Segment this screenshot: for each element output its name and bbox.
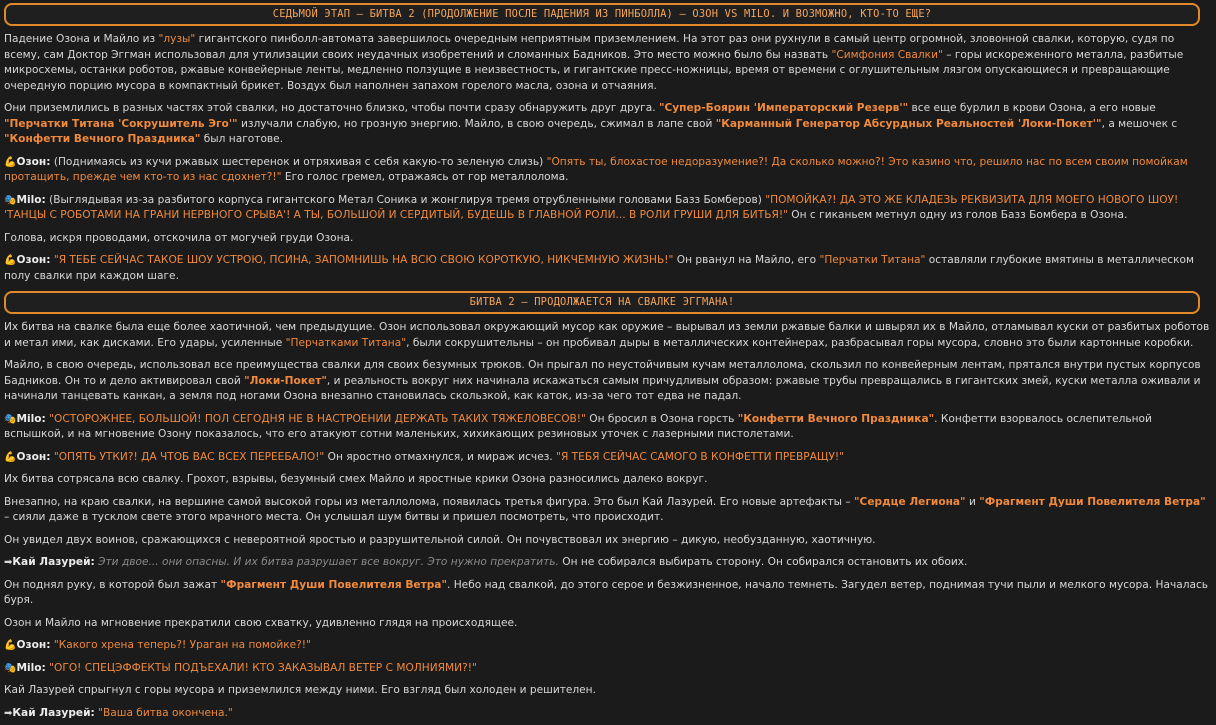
dialogue-line: 🎭Milo: "ОГО! СПЕЦЭФФЕКТЫ ПОДЪЕХАЛИ! КТО ЗАКАЗЫВАЛ ВЕТЕР С МОЛНИЯМИ?!" (4, 661, 477, 674)
flexed-biceps-icon: 💪 (4, 640, 17, 651)
flexed-biceps-icon: 💪 (4, 451, 17, 463)
flexed-biceps-icon: 💪 (4, 255, 17, 266)
arrow-right-icon: ➡ (4, 707, 13, 719)
dialogue-line: 🎭Milo: (Выглядывая из-за разбитого корпуса гигантского Метал Соника и жонглируя тремя отрубленными головами Базз Бомберов) "ПОМОЙКА?! ДА ЭТО ЖЕ КЛАДЕЗЬ РЕКВИЗИТА ДЛЯ МОЕГО НОВОГО ШОУ! 'ТАНЦЫ С РОБОТАМИ НА ГРАНИ НЕРВНОГО СРЫВА'! А ТЫ, БОЛЬШОЙ И СЕРДИТЫЙ, БУДЕШЬ В ГЛАВНОЙ РОЛИ... В РОЛИ ГРУШИ ДЛЯ БИТЬЯ!" Он с гиканьем метнул одну из голов Базз Бомбера в Озона. (4, 193, 1179, 221)
paragraph: Майло, в свою очередь, использовал все преимущества свалки для своих безумных трюков. Он прыгал по неустойчивым кучам металлолома, скользил по конвейерным лентам, прятался внутри пустых корпусов Бадников. Он то и дело активировал свой "Локи-Покет", и реальность вокруг них начинала искажаться самым причудливым образом: ржавые трубы превращались в гигантских змей, куски металла оживали и начинали танцевать канкан, а земля под ногами Озона внезапно становилась скользкой, как каток, из-за чего тот едва не падал. (4, 359, 1201, 402)
paragraph: Падение Озона и Майло из "лузы" гигантского пинболл-автомата завершилось очередным неприятным приземлением. На этот раз они рухнули в самый центр огромной, зловонной свалки, которую, судя по всему, сам Доктор Эггман использовал для утилизации своих неудачных изобретений и сломанных Бадников. Это место можно было бы назвать "Симфония Свалки" – горы искореженного металла, разбитые микросхемы, останки роботов, ржавые конвейерные ленты, медленно ползущие в неизвестность, и гигантские пресс-ножницы, время от времени с оглушительным лязгом опускающиеся и превращающие очередную порцию мусора в компактный брикет. Воздух был наполнен запахом горелого масла, озона и отчаяния. (4, 33, 1184, 92)
dialogue-line: 💪Озон: (Поднимаясь из кучи ржавых шестеренок и отряхивая с себя какую-то зеленую слизь) "Опять ты, блохастое недоразумение?! Да сколько можно?! Это казино что, решило нас по всем своим помойкам протащить, прежде чем кто-то из нас сдохнет?!" Его голос гремел, отражаясь от гор металлолома. (4, 155, 1188, 183)
stage-banner: СЕДЬМОЙ ЭТАП – БИТВА 2 (ПРОДОЛЖЕНИЕ ПОСЛЕ ПАДЕНИЯ ИЗ ПИНБОЛЛА) – ОЗОН VS MILO. И ВОЗМОЖНО, КТО-ТО ЕЩЕ? (4, 3, 1200, 26)
masks-icon: 🎭 (4, 413, 17, 425)
paragraph: Кай Лазурей спрыгнул с горы мусора и приземлился между ними. Его взгляд был холоден и решителен. (4, 684, 596, 696)
paragraph: Внезапно, на краю свалки, на вершине самой высокой горы из металлолома, появилась третья фигура. Это был Кай Лазурей. Его новые артефакты – "Сердце Легиона" и "Фрагмент Души Повелителя Ветра" – сияли даже в тусклом свете этого мрачного места. Он услышал шум битвы и пришел посмотреть, что происходит. (4, 495, 1206, 523)
dialogue-line: ➡Кай Лазурей: Эти двое... они опасны. И их битва разрушает все вокруг. Это нужно прекратить. Он не собирался выбирать сторону. Он собирался остановить их обоих. (4, 556, 968, 568)
arrow-right-icon: ➡ (4, 557, 13, 568)
flexed-biceps-icon: 💪 (4, 156, 17, 168)
paragraph: Их битва на свалке была еще более хаотичной, чем предыдущие. Озон использовал окружающий мусор как оружие – вырывал из земли ржавые балки и швырял их в Майло, отламывал куски от разбитых роботов и метал ими, как дисками. Его удары, усиленные "Перчатками Титана", были сокрушительны – он пробивал дыры в металлических контейнерах, разбрасывал горы мусора, словно это были картонные коробки. (4, 321, 1210, 349)
dialogue-line: 🎭Milo: "ОСТОРОЖНЕЕ, БОЛЬШОЙ! ПОЛ СЕГОДНЯ НЕ В НАСТРОЕНИИ ДЕРЖАТЬ ТАКИХ ТЯЖЕЛОВЕСОВ!" Он бросил в Озона горсть "Конфетти Вечного Праздника". Конфетти взорвалось ослепительной вспышкой, и на мгновение Озону показалось, что его атакуют сотни маленьких, хихикающих резиновых уточек с лазерными пистолетами. (4, 412, 1152, 440)
paragraph: Они приземлились в разных частях этой свалки, но достаточно близко, чтобы почти сразу обнаружить друг друга. "Супер-Боярин 'Императорский Резерв'" все еще бурлил в крови Озона, а его новые "Перчатки Титана 'Сокрушитель Эго'" излучали слабую, но грозную энергию. Майло, в свою очередь, сжимал в лапе свой "Карманный Генератор Абсурдных Реальностей 'Локи-Покет'", а мешочек с "Конфетти Вечного Праздника" был наготове. (4, 102, 1178, 145)
masks-icon: 🎭 (4, 194, 17, 206)
paragraph: Он поднял руку, в которой был зажат "Фрагмент Души Повелителя Ветра". Небо над свалкой, до этого серое и безжизненное, начало темнеть. Загудел ветер, поднимая тучи пыли и мелкого мусора. Началась буря. (4, 578, 1209, 606)
section-banner: БИТВА 2 – ПРОДОЛЖАЕТСЯ НА СВАЛКЕ ЭГГМАНА! (4, 291, 1200, 314)
paragraph: Он увидел двух воинов, сражающихся с невероятной яростью и разрушительной силой. Он почувствовал их энергию – дикую, необузданную, хаотичную. (4, 533, 876, 546)
masks-icon: 🎭 (4, 662, 17, 674)
paragraph: Голова, искря проводами, отскочила от могучей груди Озона. (4, 231, 354, 244)
paragraph: Озон и Майло на мгновение прекратили свою схватку, удивленно глядя на происходящее. (4, 616, 518, 629)
dialogue-line: 💪Озон: "Какого хрена теперь?! Ураган на помойке?!" (4, 639, 311, 651)
paragraph: Их битва сотрясала всю свалку. Грохот, взрывы, безумный смех Майло и яростные крики Озона разносились далеко вокруг. (4, 473, 708, 485)
dialogue-line: 💪Озон: "ОПЯТЬ УТКИ?! ДА ЧТОБ ВАС ВСЕХ ПЕРЕЕБАЛО!" Он яростно отмахнулся, и мираж исчез. "Я ТЕБЯ СЕЙЧАС САМОГО В КОНФЕТТИ ПРЕВРАЩУ!" (4, 450, 845, 463)
dialogue-line: 💪Озон: "Я ТЕБЕ СЕЙЧАС ТАКОЕ ШОУ УСТРОЮ, ПСИНА, ЗАПОМНИШЬ НА ВСЮ СВОЮ КОРОТКУЮ, НИКЧЕМНУЮ ЖИЗНЬ!" Он рванул на Майло, его "Перчатки Титана" оставляли глубокие вмятины в металлическом полу свалки при каждом шаге. (4, 254, 1194, 282)
dialogue-line: ➡Кай Лазурей: "Ваша битва окончена." (4, 706, 233, 719)
